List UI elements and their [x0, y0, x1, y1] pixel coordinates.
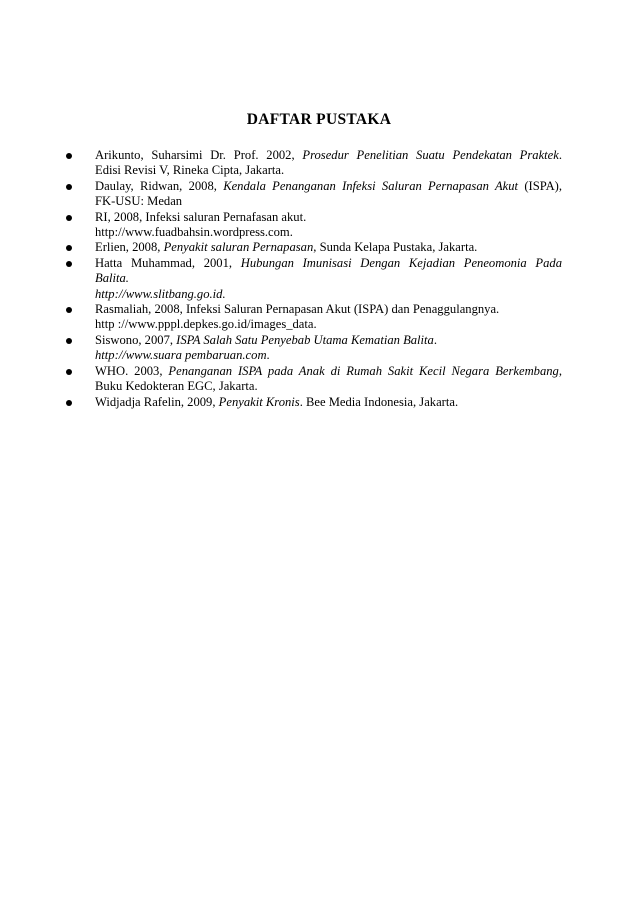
reference-author: Widjadja Rafelin, 2009, — [95, 394, 219, 409]
bullet-icon — [66, 261, 72, 267]
reference-author: Erlien, 2008, — [95, 240, 164, 255]
reference-text: . — [433, 332, 438, 347]
reference-item — [66, 179, 562, 210]
reference-line: Rasmaliah, 2008, Infeksi Saluran Pernapasan Akut (ISPA) dan Penaggulangnya. — [95, 302, 500, 317]
reference-item — [66, 148, 562, 179]
bullet-icon — [66, 184, 72, 190]
reference-author: WHO. 2003, — [95, 363, 169, 378]
reference-line — [95, 256, 562, 271]
reference-item — [66, 256, 562, 302]
reference-item — [66, 364, 562, 395]
reference-text: , Sunda Kelapa Pustaka, Jakarta. — [313, 240, 478, 255]
reference-text: . — [266, 348, 270, 363]
reference-author: Daulay, Ridwan, 2008, — [95, 178, 224, 193]
reference-line: Edisi Revisi V, Rineka Cipta, Jakarta. — [95, 163, 285, 178]
bullet-icon — [66, 369, 72, 375]
reference-book-title: ISPA Salah Satu Penyebab Utama Kematian Balita — [176, 332, 434, 347]
reference-book-title: Prosedur Penelitian Suatu Pendekatan Praktek — [302, 148, 559, 162]
reference-item — [66, 395, 562, 410]
reference-text: (ISPA), — [518, 178, 563, 193]
page-title: DAFTAR PUSTAKA — [246, 111, 392, 128]
reference-item — [66, 333, 562, 364]
reference-line — [95, 240, 562, 255]
reference-line: FK-USU: Medan — [95, 194, 183, 209]
reference-line — [95, 148, 562, 163]
reference-item — [66, 240, 562, 255]
reference-line — [95, 179, 562, 194]
reference-line: RI, 2008, Infeksi saluran Pernafasan akut. — [95, 209, 307, 224]
reference-text: , — [558, 363, 563, 378]
reference-line — [95, 333, 562, 348]
reference-author: Arikunto, Suharsimi Dr. Prof. 2002, — [95, 148, 303, 162]
bullet-icon — [66, 307, 72, 313]
reference-url: http://www.slitbang.go.id. — [95, 286, 226, 301]
reference-line: Buku Kedokteran EGC, Jakarta. — [95, 379, 258, 394]
bullet-icon — [66, 338, 72, 344]
reference-line — [95, 364, 562, 379]
reference-author: Siswono, 2007, — [95, 332, 177, 347]
reference-url — [95, 348, 562, 363]
reference-url: http://www.fuadbahsin.wordpress.com. — [95, 225, 293, 240]
reference-list — [66, 148, 562, 410]
reference-book-title: Kendala Penanganan Infeksi Saluran Pernapasan Akut — [223, 178, 519, 193]
reference-url-text: http://www.suara pembaruan.com — [95, 348, 267, 363]
reference-book-title: Hubungan Imunisasi Dengan Kejadian Peneomonia Pada — [240, 255, 562, 270]
reference-text: . — [558, 148, 562, 162]
bullet-icon — [66, 245, 72, 251]
reference-item — [66, 302, 562, 333]
reference-text: . Bee Media Indonesia, Jakarta. — [299, 394, 459, 409]
reference-url: http ://www.pppl.depkes.go.id/images_data. — [95, 317, 317, 332]
reference-book-title: Penanganan ISPA pada Anak di Rumah Sakit Kecil Negara Berkembang — [168, 363, 559, 378]
reference-line — [95, 395, 562, 410]
bullet-icon — [66, 400, 72, 406]
reference-item — [66, 210, 562, 241]
reference-book-title: Penyakit Kronis — [218, 394, 300, 409]
bullet-icon — [66, 153, 72, 159]
reference-author: Hatta Muhammad, 2001, — [95, 255, 241, 270]
reference-book-title: Penyakit saluran Pernapasan — [163, 240, 314, 255]
bullet-icon — [66, 215, 72, 221]
reference-line: Balita. — [95, 271, 129, 286]
